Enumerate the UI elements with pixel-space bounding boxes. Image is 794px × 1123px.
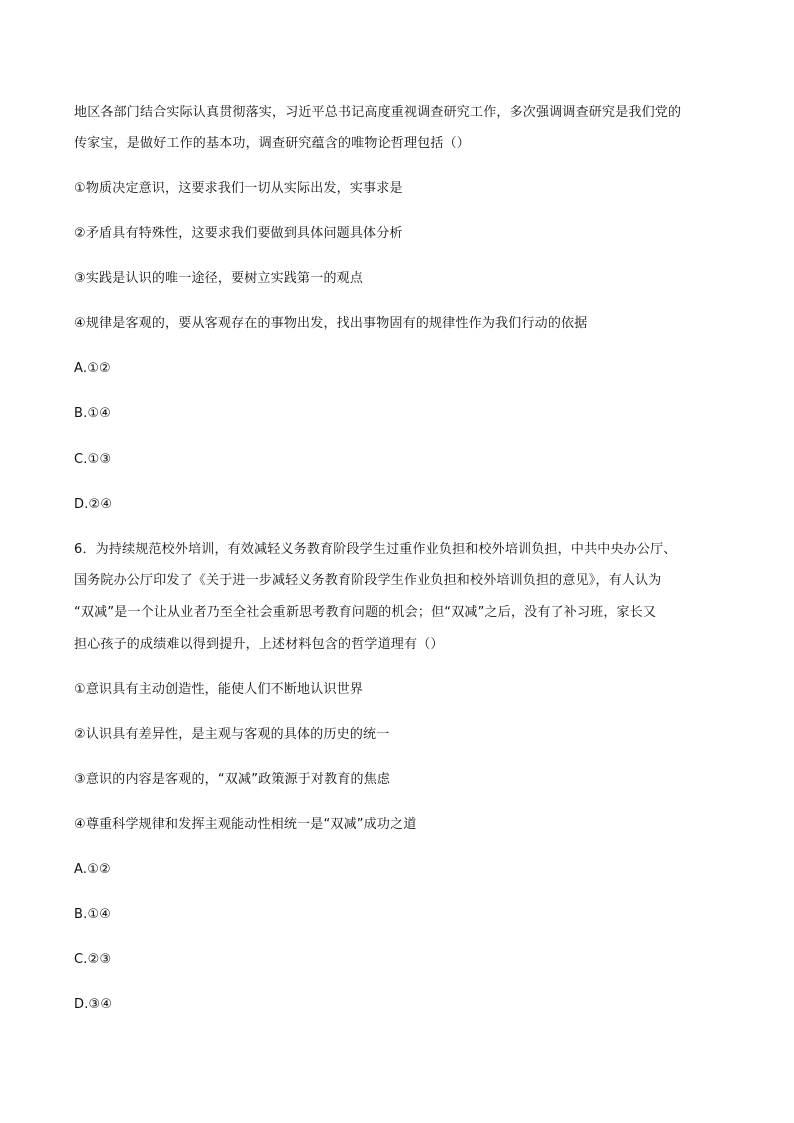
- q5-option-b: B.①④: [74, 406, 112, 421]
- q6-stem-line-2: 国务院办公厅印发了《关于进一步减轻义务教育阶段学生作业负担和校外培训负担的意见》，有人认为: [74, 573, 662, 588]
- q6-statement-2: ②认识具有差异性，是主观与客观的具体的历史的统一: [74, 727, 390, 742]
- q5-option-d: D.②④: [74, 497, 113, 512]
- q6-statement-3: ③意识的内容是客观的，“双减”政策源于对教育的焦虑: [74, 772, 391, 787]
- q5-statement-1: ①物质决定意识，这要求我们一切从实际出发，实事求是: [74, 181, 403, 196]
- q6-statement-4: ④尊重科学规律和发挥主观能动性相统一是“双减”成功之道: [74, 817, 417, 832]
- q6-stem-line-4: 担心孩子的成绩难以得到提升，上述材料包含的哲学道理有（）: [74, 637, 444, 652]
- q5-statement-4: ④规律是客观的，要从客观存在的事物出发，找出事物固有的规律性作为我们行动的依据: [74, 316, 588, 331]
- q5-stem-line-2: 传家宝，是做好工作的基本功，调查研究蕴含的唯物论哲理包括（）: [74, 136, 471, 151]
- q5-statement-3: ③实践是认识的唯一途径，要树立实践第一的观点: [74, 271, 364, 286]
- q6-option-b: B.①④: [74, 907, 112, 922]
- q6-stem-line-1: 6．为持续规范校外培训，有效减轻义务教育阶段学生过重作业负担和校外培训负担，中共中央办公厅、: [74, 542, 677, 557]
- q5-stem-line-1: 地区各部门结合实际认真贯彻落实，习近平总书记高度重视调查研究工作，多次强调调查研究是我们党的: [74, 105, 682, 120]
- q6-option-a: A.①②: [74, 862, 111, 877]
- q6-statement-1: ①意识具有主动创造性，能使人们不断地认识世界: [74, 682, 364, 697]
- q5-option-a: A.①②: [74, 361, 111, 376]
- q6-stem-line-3: “双减”是一个让从业者乃至全社会重新思考教育问题的机会；但“双减”之后，没有了补习班，家长又: [74, 605, 657, 620]
- q5-option-c: C.①③: [74, 452, 112, 467]
- q6-option-d: D.③④: [74, 997, 113, 1012]
- q5-statement-2: ②矛盾具有特殊性，这要求我们要做到具体问题具体分析: [74, 226, 403, 241]
- q6-option-c: C.②③: [74, 952, 112, 967]
